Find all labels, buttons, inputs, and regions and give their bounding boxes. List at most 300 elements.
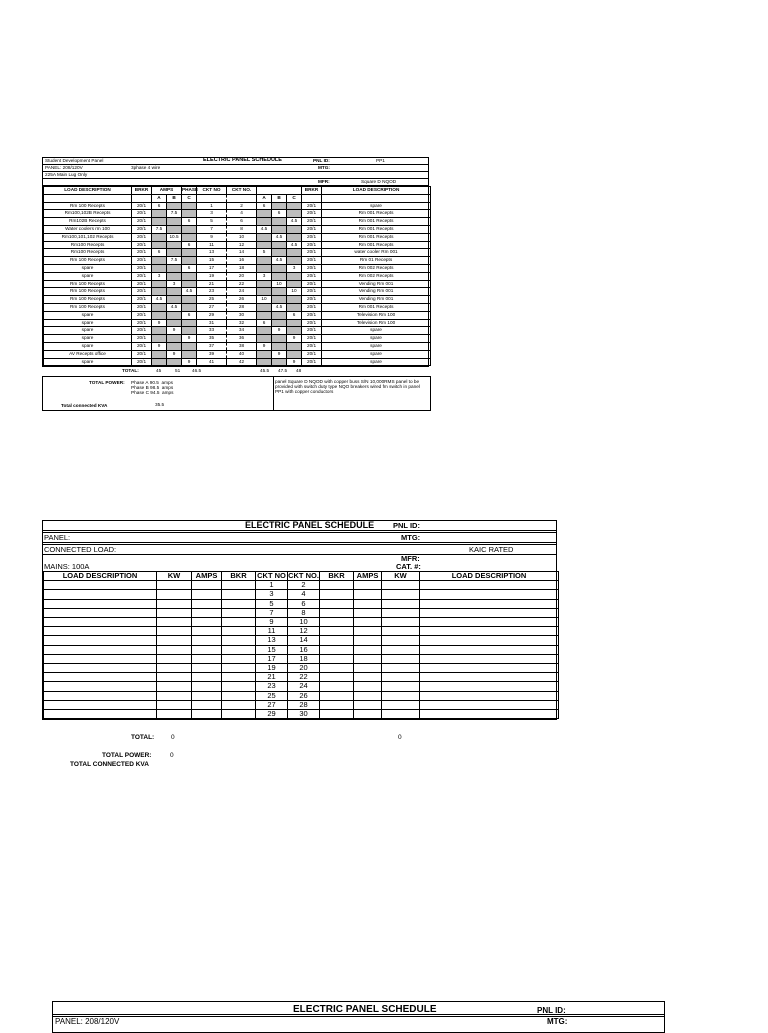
- circuit-number-right: 4: [288, 590, 320, 599]
- table-cell: [192, 618, 222, 627]
- table-cell: 33: [197, 327, 227, 335]
- table-cell: 4: [227, 210, 257, 218]
- schedule-1-header-row: [43, 158, 428, 165]
- table-cell: [354, 691, 382, 700]
- table-cell: 20/1: [132, 210, 152, 218]
- table-cell: [420, 627, 559, 636]
- table-cell: 4.5: [272, 233, 287, 241]
- table-cell: [192, 627, 222, 636]
- schedule-2-panel-label: PANEL:: [44, 533, 71, 542]
- table-cell: 20/1: [132, 218, 152, 226]
- table-cell: spare: [44, 272, 132, 280]
- table-cell: 20/1: [132, 233, 152, 241]
- schedule-1-panel-row: [43, 165, 428, 172]
- total-b: 51: [175, 368, 181, 374]
- table-cell: [167, 249, 182, 257]
- schedule-2-kaic: KAIC RATED: [469, 545, 514, 554]
- table-cell: [167, 225, 182, 233]
- table-cell: [192, 636, 222, 645]
- table-cell: [44, 700, 157, 709]
- table-cell: [182, 202, 197, 210]
- table-cell: 13: [197, 249, 227, 257]
- schedule-2-title-row: [43, 521, 556, 533]
- table-cell: [192, 682, 222, 691]
- table-cell: [420, 664, 559, 673]
- table-cell: [44, 618, 157, 627]
- table-cell: 20/1: [132, 241, 152, 249]
- table-cell: [257, 303, 272, 311]
- table-cell: spare: [44, 358, 132, 366]
- circuit-number-right: 8: [288, 608, 320, 617]
- table-cell: [354, 673, 382, 682]
- table-cell: Rm 001 Recepts: [322, 225, 431, 233]
- table-cell: [320, 627, 354, 636]
- table-cell: 24: [227, 288, 257, 296]
- table-cell: [182, 303, 197, 311]
- table-cell: 6: [182, 241, 197, 249]
- table-cell: [192, 581, 222, 590]
- panel-voltage: PANEL: 208/120V: [45, 164, 83, 170]
- table-cell: [382, 654, 420, 663]
- table-cell: 20/1: [302, 225, 322, 233]
- table-cell: [354, 581, 382, 590]
- table-cell: 11: [197, 241, 227, 249]
- table-cell: 20/1: [302, 303, 322, 311]
- table-cell: [222, 581, 256, 590]
- table-cell: 10: [257, 296, 272, 304]
- table-cell: [382, 691, 420, 700]
- table-cell: [354, 599, 382, 608]
- schedule-3-panel: PANEL: 208/120V: [55, 1017, 120, 1026]
- phase-a-name: Phase A: [131, 380, 149, 385]
- col-load-description-right: LOAD DESCRIPTION: [322, 187, 431, 195]
- table-cell: 29: [197, 311, 227, 319]
- table-cell: [272, 218, 287, 226]
- table-cell: [182, 210, 197, 218]
- table-cell: Rm 001 Recepts: [322, 241, 431, 249]
- table-cell: [420, 618, 559, 627]
- table-cell: 20/1: [302, 264, 322, 272]
- table-cell: [320, 645, 354, 654]
- table-row: [44, 264, 431, 272]
- table-row: [44, 249, 431, 257]
- table-cell: 42: [227, 358, 257, 366]
- table-row: [44, 350, 431, 358]
- table-cell: [320, 636, 354, 645]
- table-cell: [420, 581, 559, 590]
- table-cell: Rm100,101,102 Recepts: [44, 233, 132, 241]
- table-cell: Vending Rm 001: [322, 296, 431, 304]
- panel-schedule-1: [42, 157, 429, 374]
- table-cell: [382, 645, 420, 654]
- table-cell: 6: [182, 218, 197, 226]
- table-row: [44, 599, 559, 608]
- table-cell: 10: [227, 233, 257, 241]
- table-cell: [272, 342, 287, 350]
- table-row: [44, 288, 431, 296]
- table-row: [44, 636, 559, 645]
- table-cell: [382, 627, 420, 636]
- table-cell: 9: [257, 342, 272, 350]
- table-cell: [420, 654, 559, 663]
- table-cell: 12: [227, 241, 257, 249]
- col-phase: PHASE: [182, 187, 197, 195]
- table-cell: 6: [152, 202, 167, 210]
- circuit-number-left: 13: [256, 636, 288, 645]
- table-cell: 4.5: [272, 303, 287, 311]
- table-cell: [320, 664, 354, 673]
- table-cell: [152, 210, 167, 218]
- table-cell: 6: [257, 202, 272, 210]
- mfr-label: MFR:: [318, 178, 330, 184]
- table-cell: 20/1: [302, 218, 322, 226]
- blank-cell: [44, 194, 132, 202]
- table-cell: Rm100,102B Recepts: [44, 210, 132, 218]
- footer-divider: [273, 377, 274, 410]
- table-cell: [257, 358, 272, 366]
- table-cell: [222, 636, 256, 645]
- table-cell: [287, 296, 302, 304]
- table-cell: [167, 288, 182, 296]
- table-cell: [354, 645, 382, 654]
- table-cell: 20/1: [302, 319, 322, 327]
- table-cell: [287, 249, 302, 257]
- table-cell: 20/1: [132, 280, 152, 288]
- circuit-number-right: 28: [288, 700, 320, 709]
- table-cell: spare: [44, 342, 132, 350]
- table-cell: 4.5: [167, 303, 182, 311]
- circuit-number-right: 24: [288, 682, 320, 691]
- schedule-1-mains-row: [43, 172, 428, 179]
- table-cell: 9: [152, 342, 167, 350]
- table-cell: [222, 645, 256, 654]
- schedule-2-mains-row: [43, 563, 556, 572]
- table-cell: 39: [197, 350, 227, 358]
- table-cell: [320, 599, 354, 608]
- table-cell: 7.5: [167, 210, 182, 218]
- table-cell: [420, 700, 559, 709]
- table-cell: [272, 264, 287, 272]
- table-cell: 4.5: [257, 225, 272, 233]
- circuit-number-right: 10: [288, 618, 320, 627]
- table-row: [44, 296, 431, 304]
- schedule-2-pnl-id-label: PNL ID:: [393, 521, 420, 530]
- table-cell: [382, 581, 420, 590]
- schedule-2-mains: MAINS: 100A: [44, 562, 90, 571]
- table-cell: [354, 590, 382, 599]
- table-cell: [287, 280, 302, 288]
- table-cell: [192, 599, 222, 608]
- table-cell: [382, 664, 420, 673]
- blank-cell: [132, 194, 152, 202]
- table-cell: [44, 599, 157, 608]
- schedule-1-phase-header: [44, 194, 431, 202]
- table-cell: [287, 342, 302, 350]
- circuit-number-right: 20: [288, 664, 320, 673]
- table-cell: 7.5: [167, 257, 182, 265]
- table-cell: [182, 233, 197, 241]
- table-cell: [182, 327, 197, 335]
- table-cell: [182, 342, 197, 350]
- table-cell: 32: [227, 319, 257, 327]
- table-cell: [167, 241, 182, 249]
- table-cell: [192, 608, 222, 617]
- table-cell: [192, 710, 222, 719]
- table-cell: [157, 673, 192, 682]
- table-cell: Rm 001 Recepts: [322, 210, 431, 218]
- schedule-2-kva-label: TOTAL CONNECTED KVA: [70, 761, 149, 768]
- table-cell: [44, 673, 157, 682]
- phase-a-value: 90.5: [149, 380, 159, 385]
- table-cell: 10.5: [167, 233, 182, 241]
- table-cell: [354, 627, 382, 636]
- phase-b-label: B: [167, 194, 182, 202]
- table-cell: [167, 342, 182, 350]
- pnl-id-value: PP1: [376, 157, 385, 163]
- table-cell: 20/1: [132, 319, 152, 327]
- table-cell: 22: [227, 280, 257, 288]
- table-cell: [272, 272, 287, 280]
- table-cell: [44, 691, 157, 700]
- table-cell: 3: [167, 280, 182, 288]
- schedule-2-total-right: 0: [398, 734, 402, 741]
- table-cell: spare: [322, 350, 431, 358]
- table-cell: 20/1: [132, 327, 152, 335]
- table-cell: 6: [182, 264, 197, 272]
- table-cell: [272, 225, 287, 233]
- table-cell: [257, 350, 272, 358]
- circuit-number-left: 29: [256, 710, 288, 719]
- table-cell: [222, 710, 256, 719]
- table-row: [44, 225, 431, 233]
- table-cell: [182, 249, 197, 257]
- table-cell: 20/1: [302, 249, 322, 257]
- table-cell: 6: [287, 311, 302, 319]
- table-cell: [320, 691, 354, 700]
- table-row: [44, 327, 431, 335]
- table-cell: [287, 210, 302, 218]
- table-cell: 20/1: [302, 335, 322, 343]
- table-cell: 30: [227, 311, 257, 319]
- phase-totals: [131, 380, 174, 396]
- table-cell: [167, 272, 182, 280]
- table-row: [44, 257, 431, 265]
- table-cell: 10: [272, 280, 287, 288]
- schedule-1-table: [43, 186, 431, 366]
- table-cell: [420, 636, 559, 645]
- table-cell: [182, 272, 197, 280]
- schedule-2-title: ELECTRIC PANEL SCHEDULE: [245, 520, 375, 530]
- table-cell: [382, 599, 420, 608]
- table-cell: Water coolers rm 100: [44, 225, 132, 233]
- col-amps: AMPS: [152, 187, 182, 195]
- table-row: [44, 210, 431, 218]
- table-cell: spare: [44, 311, 132, 319]
- table-cell: [152, 280, 167, 288]
- table-cell: 20/1: [302, 358, 322, 366]
- total-a-right: 45.5: [260, 368, 270, 374]
- table-cell: [152, 257, 167, 265]
- table-cell: Rm 100 Recepts: [44, 280, 132, 288]
- pnl-id-label: PNL ID:: [313, 157, 330, 163]
- col-phase-right: [257, 187, 302, 195]
- table-cell: [287, 303, 302, 311]
- table-cell: [320, 608, 354, 617]
- table-cell: [152, 335, 167, 343]
- table-cell: Rm 01 Recepts: [322, 257, 431, 265]
- table-cell: [222, 618, 256, 627]
- panel-note: panel Square D NQOD with copper buss S/N 10,000RMS panel to be provided with switch duty type NQO breakers wired fm switch in panel PP1 with copper conductors: [275, 379, 420, 395]
- circuit-number-left: 7: [256, 608, 288, 617]
- table-cell: [222, 590, 256, 599]
- table-cell: spare: [322, 335, 431, 343]
- phase-c-label: C: [182, 194, 197, 202]
- table-cell: [257, 264, 272, 272]
- table-cell: 20/1: [302, 350, 322, 358]
- circuit-number-right: 6: [288, 599, 320, 608]
- table-cell: [222, 664, 256, 673]
- table-cell: Rm 100 Recepts: [44, 296, 132, 304]
- table-row: [44, 691, 559, 700]
- col-load-description: LOAD DESCRIPTION: [44, 187, 132, 195]
- table-cell: [354, 710, 382, 719]
- panel-phase: 3phase 4 wire: [131, 164, 161, 170]
- table-cell: [192, 590, 222, 599]
- table-cell: [420, 673, 559, 682]
- table-cell: 41: [197, 358, 227, 366]
- table-cell: [222, 627, 256, 636]
- panel-schedule-3: [52, 1001, 665, 1033]
- blank-cell: [227, 194, 257, 202]
- table-row: [44, 645, 559, 654]
- phase-a-unit: amps: [161, 380, 173, 385]
- table-row: [44, 319, 431, 327]
- table-cell: [157, 581, 192, 590]
- table-cell: 4.5: [272, 257, 287, 265]
- table-cell: [222, 654, 256, 663]
- table-cell: water cooler Rm 001: [322, 249, 431, 257]
- table-cell: 20/1: [132, 288, 152, 296]
- table-cell: 9: [167, 350, 182, 358]
- table-cell: [157, 645, 192, 654]
- table-cell: Rm 100 Recepts: [44, 303, 132, 311]
- table-cell: spare: [44, 335, 132, 343]
- circuit-number-left: 15: [256, 645, 288, 654]
- table-cell: [157, 654, 192, 663]
- table-cell: [420, 608, 559, 617]
- table-cell: [157, 700, 192, 709]
- table-cell: 3: [197, 210, 227, 218]
- circuit-number-left: 23: [256, 682, 288, 691]
- table-cell: [354, 664, 382, 673]
- circuit-number-left: 9: [256, 618, 288, 627]
- table-row: [44, 202, 431, 210]
- table-cell: 4.5: [182, 288, 197, 296]
- table-cell: [420, 691, 559, 700]
- table-cell: Rm100 Recepts: [44, 241, 132, 249]
- table-cell: Television Rm 100: [322, 319, 431, 327]
- table-cell: [44, 581, 157, 590]
- circuit-number-right: 22: [288, 673, 320, 682]
- table-row: [44, 233, 431, 241]
- table-cell: 23: [197, 288, 227, 296]
- phase-b-label-right: B: [272, 194, 287, 202]
- table-cell: 7.5: [152, 225, 167, 233]
- circuit-number-left: 1: [256, 581, 288, 590]
- schedule-title: ELECTRIC PANEL SCHEDULE: [203, 157, 282, 164]
- table-cell: [272, 311, 287, 319]
- table-cell: 19: [197, 272, 227, 280]
- table-cell: [222, 691, 256, 700]
- phase-b-unit: amps: [161, 385, 174, 391]
- table-cell: [320, 682, 354, 691]
- table-cell: Rm102B Recepts: [44, 218, 132, 226]
- table-cell: 8: [227, 225, 257, 233]
- table-cell: [222, 682, 256, 691]
- blank-cell: [322, 194, 431, 202]
- table-cell: 4.5: [152, 296, 167, 304]
- table-cell: [157, 599, 192, 608]
- table-cell: 4.5: [287, 218, 302, 226]
- circuit-number-left: 3: [256, 590, 288, 599]
- panel-name: Student Development Panel: [45, 157, 104, 163]
- table-cell: [192, 664, 222, 673]
- circuit-number-right: 18: [288, 654, 320, 663]
- table-cell: [287, 233, 302, 241]
- table-cell: [44, 664, 157, 673]
- table-cell: 20: [227, 272, 257, 280]
- table-cell: [287, 272, 302, 280]
- table-cell: [320, 654, 354, 663]
- schedule-2-power-value: 0: [170, 752, 174, 759]
- table-cell: [354, 636, 382, 645]
- table-cell: 20/1: [132, 335, 152, 343]
- table-cell: 20/1: [132, 350, 152, 358]
- table-cell: Rm 001 Recepts: [322, 218, 431, 226]
- col-ckt-no: CKT NO: [257, 571, 286, 580]
- table-cell: [152, 327, 167, 335]
- table-cell: [257, 280, 272, 288]
- table-cell: 9: [182, 358, 197, 366]
- table-cell: [272, 335, 287, 343]
- circuit-number-left: 17: [256, 654, 288, 663]
- table-cell: 20/1: [132, 257, 152, 265]
- table-cell: [320, 700, 354, 709]
- table-cell: 20/1: [302, 202, 322, 210]
- schedule-1-footer: [42, 376, 431, 411]
- blank-cell: [302, 194, 322, 202]
- table-cell: 20/1: [302, 311, 322, 319]
- table-cell: Rm 100 Recepts: [44, 288, 132, 296]
- table-cell: [320, 673, 354, 682]
- table-cell: 10: [287, 288, 302, 296]
- table-cell: [157, 691, 192, 700]
- col-kw-right: KW: [382, 572, 420, 581]
- circuit-number-right: 12: [288, 627, 320, 636]
- table-cell: [157, 608, 192, 617]
- table-cell: 17: [197, 264, 227, 272]
- table-cell: 20/1: [302, 257, 322, 265]
- table-cell: 20/1: [132, 296, 152, 304]
- table-cell: [257, 311, 272, 319]
- table-cell: [382, 700, 420, 709]
- table-cell: [152, 218, 167, 226]
- table-cell: 38: [227, 342, 257, 350]
- table-cell: Rm100 Recepts: [44, 249, 132, 257]
- table-row: [44, 358, 431, 366]
- table-cell: [157, 590, 192, 599]
- table-cell: [192, 673, 222, 682]
